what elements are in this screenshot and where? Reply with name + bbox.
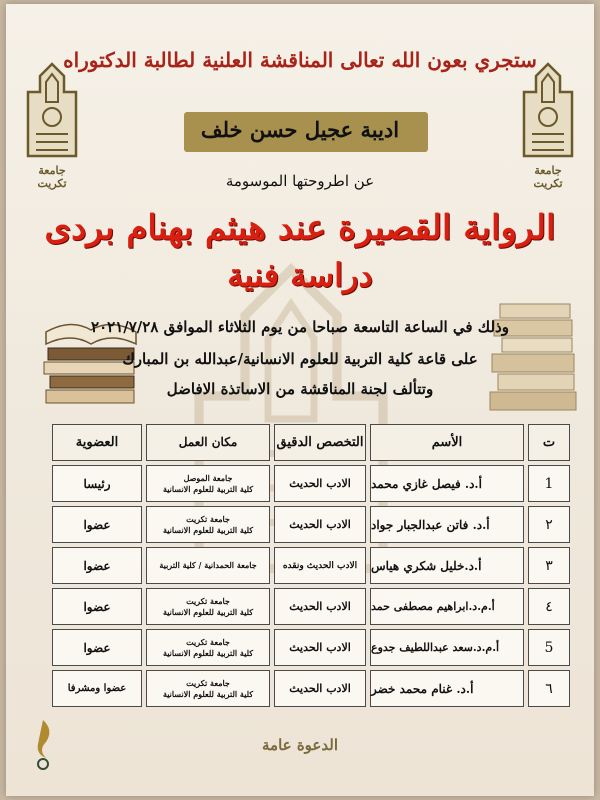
row-num: ٣ bbox=[528, 547, 570, 584]
row-spec: الادب الحديث bbox=[274, 629, 366, 666]
logo-caption-right: جامعة تكريت bbox=[533, 164, 563, 190]
student-name: اديبة عجيل حسن خلف bbox=[200, 117, 400, 142]
row-membership: عضوا bbox=[52, 629, 142, 666]
row-spec: الادب الحديث ونقده bbox=[274, 547, 366, 584]
row-membership: رئيسا bbox=[52, 465, 142, 502]
row-work bbox=[146, 547, 270, 584]
row-work bbox=[146, 588, 270, 625]
row-num: 1 bbox=[528, 465, 570, 502]
row-work-college: كلية التربية للعلوم الانسانية bbox=[162, 606, 254, 617]
university-logo-icon bbox=[520, 62, 576, 158]
row-spec: الادب الحديث bbox=[274, 670, 366, 707]
thesis-intro: عن اطروحتها الموسومة bbox=[225, 172, 375, 190]
header-work: مكان العمل bbox=[146, 424, 270, 461]
header-num: ت bbox=[528, 424, 570, 461]
row-num: 5 bbox=[528, 629, 570, 666]
row-work-university: جامعة الموصل bbox=[183, 472, 233, 483]
row-name: أ.د. فاتن عبدالجبار جواد bbox=[370, 506, 524, 543]
row-work bbox=[146, 465, 270, 502]
public-invitation: الدعوة عامة bbox=[262, 736, 338, 754]
row-name: أ.م.د.سعد عبداللطيف جدوع bbox=[370, 629, 524, 666]
row-spec: الادب الحديث bbox=[274, 506, 366, 543]
row-work-university: جامعة تكريت bbox=[186, 513, 230, 524]
table-row bbox=[48, 629, 570, 666]
announcement-header: ستجري بعون الله تعالى المناقشة العلنية لطالبة الدكتوراه bbox=[63, 48, 537, 72]
table-row bbox=[48, 670, 570, 707]
thesis-subtitle: دراسة فنية bbox=[227, 256, 373, 294]
table-header-row bbox=[48, 424, 570, 461]
table-row bbox=[48, 465, 570, 502]
committee-intro: وتتألف لجنة المناقشة من الاساتذة الافاضل bbox=[166, 380, 434, 398]
table-row bbox=[48, 547, 570, 584]
row-membership: عضوا ومشرفا bbox=[52, 670, 142, 707]
university-logo-icon bbox=[24, 62, 80, 158]
defense-time: وذلك في الساعة التاسعة صباحا من يوم الثلاثاء الموافق ٢٠٢١/٧/٢٨ bbox=[91, 318, 509, 336]
row-name: أ.م.د.ابراهيم مصطفى حمد bbox=[370, 588, 524, 625]
logo-caption-left: جامعة تكريت bbox=[37, 164, 67, 190]
row-work-college: كلية التربية للعلوم الانسانية bbox=[162, 647, 254, 658]
row-spec: الادب الحديث bbox=[274, 465, 366, 502]
row-num: ٢ bbox=[528, 506, 570, 543]
row-membership: عضوا bbox=[52, 547, 142, 584]
header-membership: العضوية bbox=[52, 424, 142, 461]
committee-table bbox=[48, 424, 570, 711]
row-work-university: جامعة تكريت bbox=[186, 636, 230, 647]
row-work-college: كلية التربية للعلوم الانسانية bbox=[162, 483, 254, 494]
row-name: أ.د. غنام محمد خضر bbox=[370, 670, 524, 707]
row-name: أ.د.خليل شكري هياس bbox=[370, 547, 524, 584]
row-work-university: جامعة تكريت bbox=[186, 595, 230, 606]
header-name: الأسم bbox=[370, 424, 524, 461]
row-work-university: جامعة الحمدانية / كلية التربية bbox=[159, 560, 257, 570]
poster bbox=[6, 4, 594, 796]
table-row bbox=[48, 588, 570, 625]
row-work-college: كلية التربية للعلوم الانسانية bbox=[162, 524, 254, 535]
row-membership: عضوا bbox=[52, 506, 142, 543]
header-spec: التخصص الدقيق bbox=[274, 424, 366, 461]
thesis-title: الرواية القصيرة عند هيثم بهنام بردى bbox=[44, 208, 556, 248]
row-work-university: جامعة تكريت bbox=[186, 677, 230, 688]
row-name: أ.د. فيصل غازي محمد bbox=[370, 465, 524, 502]
row-work bbox=[146, 670, 270, 707]
row-membership: عضوا bbox=[52, 588, 142, 625]
row-work bbox=[146, 506, 270, 543]
row-work-college: كلية التربية للعلوم الانسانية bbox=[162, 688, 254, 699]
row-num: ٦ bbox=[528, 670, 570, 707]
row-work bbox=[146, 629, 270, 666]
row-num: ٤ bbox=[528, 588, 570, 625]
table-row bbox=[48, 506, 570, 543]
defense-place: على قاعة كلية التربية للعلوم الانسانية/عبدالله بن المبارك bbox=[122, 350, 478, 368]
row-spec: الادب الحديث bbox=[274, 588, 366, 625]
